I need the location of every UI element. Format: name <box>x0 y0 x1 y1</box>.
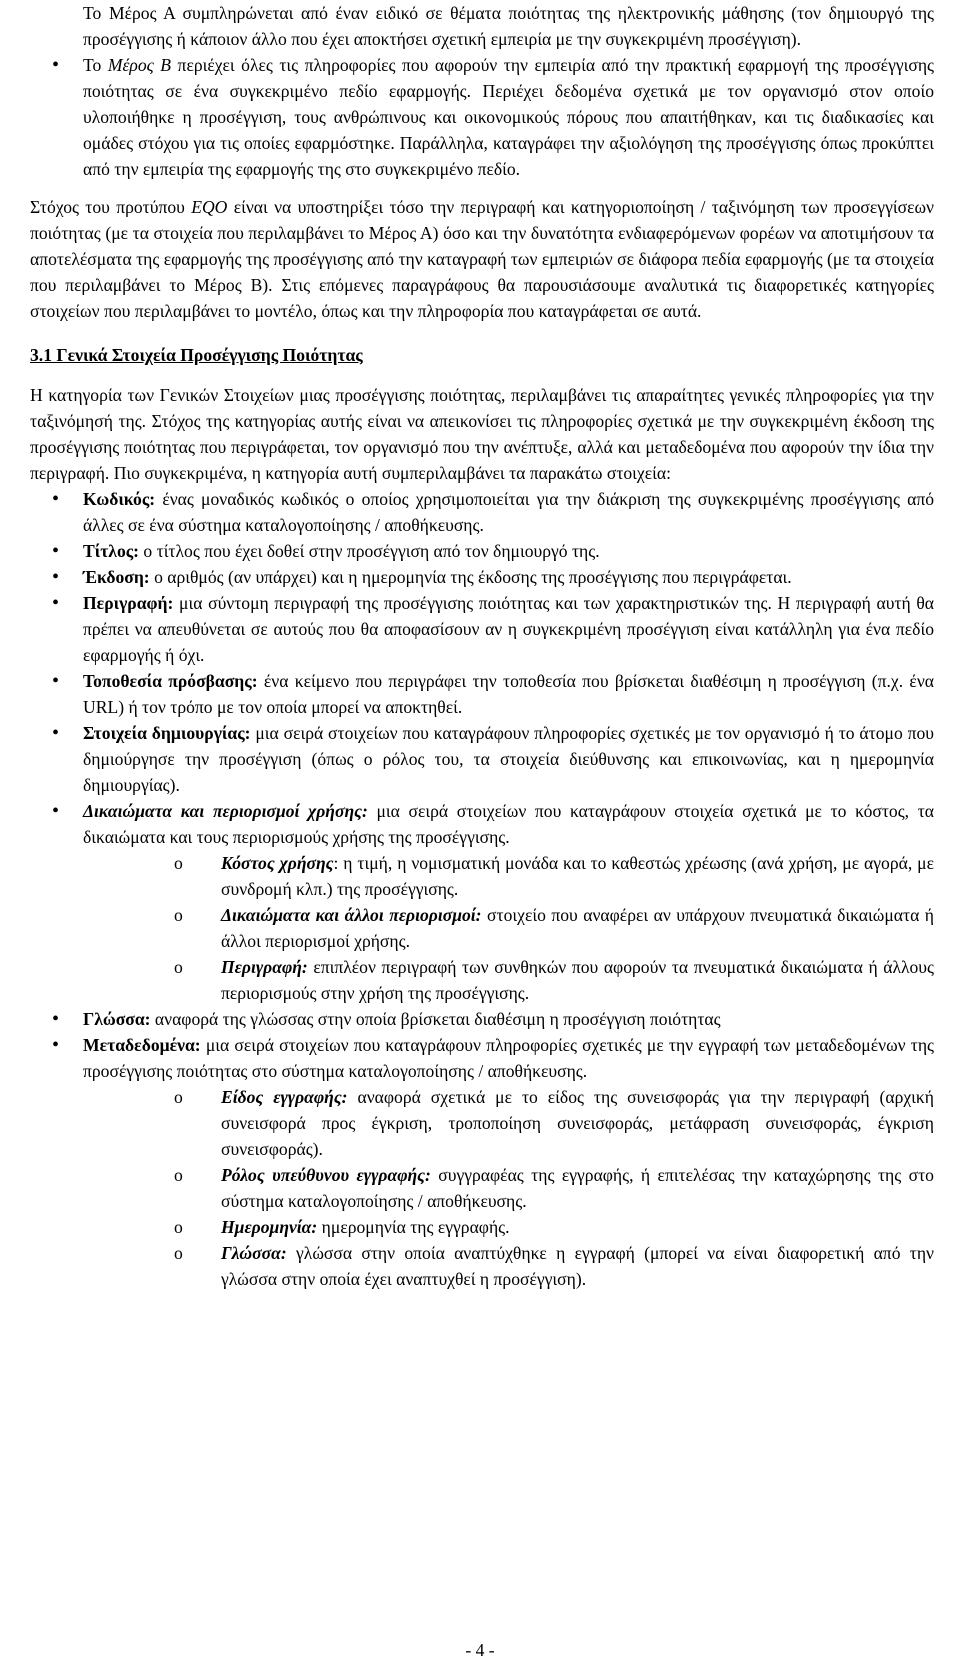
elements-list <box>30 486 934 1292</box>
sublist-item: o Ημερομηνία: ημερομηνία της εγγραφής. <box>83 1214 934 1240</box>
intro-bullet-list <box>30 52 934 182</box>
list-item-code: • Κωδικός: ένας μοναδικός κωδικός ο οποίος χρησιμοποιείται για την διάκριση της συγκεκριμένης προσέγγισης από άλλες σε ένα σύστημα καταλογοποίησης / αποθήκευσης. <box>30 486 934 538</box>
sublist-item: o Κόστος χρήσης: η τιμή, η νομισματική μονάδα και το καθεστώς χρέωσης (ανά χρήση, με αγορά, με συνδρομή κλπ.) της προσέγγισης. <box>83 850 934 902</box>
intro-continuation: Το Μέρος Α συμπληρώνεται από έναν ειδικό σε θέματα ποιότητας της ηλεκτρονικής μάθησης (τον δημιουργό της προσέγγισης ή κάποιον άλλο που έχει αποκτήσει σχετική εμπειρία με την συγκεκριμένη προσέγγιση). <box>83 3 934 49</box>
sublist-item: o Ρόλος υπεύθυνου εγγραφής: συγγραφέας της εγγραφής, ή επιτελέσας την καταχώρησης της στο σύστημα καταλογοποίησης / αποθήκευσης. <box>83 1162 934 1214</box>
document-page <box>30 0 934 1292</box>
list-item-rights: • Δικαιώματα και περιορισμοί χρήσης: μια σειρά στοιχείων που καταγράφουν στοιχεία σχετικά με το κόστος, τα δικαιώματα και τους περιορισμούς χρήσης της προσέγγισης. o Κόστος χρήσης: η τιμή, η νομισματική μονάδα και το καθεστώς χρέωσης (ανά χρήση, με αγορά, με συνδρομή κλπ.) της προσέγγισης. o Δικαιώματα και άλλοι περιορισμοί: στοιχείο που αναφέρει αν υπάρχουν πνευματικά δικαιώματα ή άλλοι περιορισμοί χρήσης. o Περιγραφή: επιπλέον περιγραφή των συνθηκών που αφορούν τα πνευματικά δικαιώματα ή άλλους περιορισμούς στην χρήση της προσέγγισης. <box>30 798 934 1006</box>
list-item-version: • Έκδοση: ο αριθμός (αν υπάρχει) και η ημερομηνία της έκδοσης της προσέγγισης που περιγράφεται. <box>30 564 934 590</box>
list-item-access-location: • Τοποθεσία πρόσβασης: ένα κείμενο που περιγράφει την τοποθεσία που βρίσκεται διαθέσιμη η προσέγγιση (π.χ. ένα URL) ή τον τρόπο με τον οποία μπορεί να αποκτηθεί. <box>30 668 934 720</box>
list-item-creation: • Στοιχεία δημιουργίας: μια σειρά στοιχείων που καταγράφουν πληροφορίες σχετικές με τον οργανισμό ή το άτομο που δημιούργησε την προσέγγιση (όπως ο ρόλος του, τα στοιχεία διεύθυνσης και επικοινωνίας, και η ημερομηνία δημιουργίας). <box>30 720 934 798</box>
section-heading: 3.1 Γενικά Στοιχεία Προσέγγισης Ποιότητας <box>30 345 363 365</box>
sublist-item: o Περιγραφή: επιπλέον περιγραφή των συνθηκών που αφορούν τα πνευματικά δικαιώματα ή άλλους περιορισμούς στην χρήση της προσέγγισης. <box>83 954 934 1006</box>
list-item-title: • Τίτλος: ο τίτλος που έχει δοθεί στην προσέγγιση από τον δημιουργό της. <box>30 538 934 564</box>
metadata-sublist <box>83 1084 934 1292</box>
paragraph-eqo-goal: Στόχος του προτύπου EQO είναι να υποστηρίξει τόσο την περιγραφή και κατηγοριοποίηση / ταξινόμηση των προσεγγίσεων ποιότητας (με τα στοιχεία που περιλαμβάνει το Μέρος Α) όσο και την δυνατότητα ενδιαφερόμενων φορέων να αποτιμήσουν τα αποτελέσματα της εφαρμογής της προσέγγισης από την καταγραφή των εμπειριών σε διάφορα πεδία εφαρμογής (με τα στοιχεία που περιλαμβάνει το Μέρος Β). Στις επόμενες παραγράφους θα παρουσιάσουμε αναλυτικά τις διαφορετικές κατηγορίες στοιχείων που περιλαμβάνει το μοντέλο, όπως και την πληροφορία που καταγράφεται σε αυτά. <box>30 197 934 321</box>
sublist-item: o Δικαιώματα και άλλοι περιορισμοί: στοιχείο που αναφέρει αν υπάρχουν πνευματικά δικαιώματα ή άλλοι περιορισμοί χρήσης. <box>83 902 934 954</box>
page-number: - 4 - <box>465 1640 495 1660</box>
list-item-language: • Γλώσσα: αναφορά της γλώσσας στην οποία βρίσκεται διαθέσιμη η προσέγγιση ποιότητας <box>30 1006 934 1032</box>
sublist-item: o Γλώσσα: γλώσσα στην οποία αναπτύχθηκε η εγγραφή (μπορεί να είναι διαφορετική από την γλώσσα στην οποία έχει αναπτυχθεί η προσέγγιση). <box>83 1240 934 1292</box>
intro-bullet-part-b: • Το Μέρος Β περιέχει όλες τις πληροφορίες που αφορούν την εμπειρία από την πρακτική εφαρμογή της προσέγγισης ποιότητας σε ένα συγκεκριμένο πεδίο εφαρμογής. Περιέχει δεδομένα σχετικά με τον οργανισμό στον οποίο υλοποιήθηκε η προσέγγιση, τους ανθρώπινους και οικονομικούς πόρους που απαιτήθηκαν, και τις διαδικασίες και ομάδες στόχου για τις οποίες εφαρμόστηκε. Παράλληλα, καταγράφει την αξιολόγηση της προσέγγισης όπως προκύπτει από την εμπειρία της εφαρμογής της στο συγκεκριμένο πεδίο. <box>30 52 934 182</box>
rights-sublist <box>83 850 934 1006</box>
list-item-description: • Περιγραφή: μια σύντομη περιγραφή της προσέγγισης ποιότητας και των χαρακτηριστικών της. Η περιγραφή αυτή θα πρέπει να απευθύνεται σε αυτούς που θα αποφασίσουν αν η συγκεκριμένη προσέγγιση είναι κατάλληλη για ένα πεδίο εφαρμογής ή όχι. <box>30 590 934 668</box>
paragraph-general-elements: Η κατηγορία των Γενικών Στοιχείων μιας προσέγγισης ποιότητας, περιλαμβάνει τις απαραίτητες γενικές πληροφορίες για την ταξινόμησή της. Στόχος της κατηγορίας αυτής είναι να απεικονίσει τις πληροφορίες σχετικά με την συγκεκριμένη έκδοση της προσέγγισης ποιότητας που περιγράφεται, τον οργανισμό που την ανέπτυξε, αλλά και μεταδεδομένα που αφορούν την ίδια την περιγραφή. Πιο συγκεκριμένα, η κατηγορία αυτή συμπεριλαμβάνει τα παρακάτω στοιχεία: <box>30 385 934 483</box>
list-item-metadata: • Μεταδεδομένα: μια σειρά στοιχείων που καταγράφουν πληροφορίες σχετικές με την εγγραφή των μεταδεδομένων της προσέγγισης ποιότητας στο σύστημα καταλογοποίησης / αποθήκευσης. o Είδος εγγραφής: αναφορά σχετικά με το είδος της συνεισφοράς για την περιγραφή (αρχική συνεισφορά προς έγκριση, τροποποίηση συνεισφοράς, μετάφραση συνεισφοράς, έγκριση συνεισφοράς). o Ρόλος υπεύθυνου εγγραφής: συγγραφέας της εγγραφής, ή επιτελέσας την καταχώρησης της στο σύστημα καταλογοποίησης / αποθήκευσης. o Ημερομηνία: ημερομηνία της εγγραφής. o Γλώσσα: γλώσσα στην οποία αναπτύχθηκε η εγγραφή (μπορεί να είναι διαφορετική από την γλώσσα στην οποία έχει αναπτυχθεί η προσέγγιση). <box>30 1032 934 1292</box>
sublist-item: o Είδος εγγραφής: αναφορά σχετικά με το είδος της συνεισφοράς για την περιγραφή (αρχική συνεισφορά προς έγκριση, τροποποίηση συνεισφοράς, μετάφραση συνεισφοράς, έγκριση συνεισφοράς). <box>83 1084 934 1162</box>
